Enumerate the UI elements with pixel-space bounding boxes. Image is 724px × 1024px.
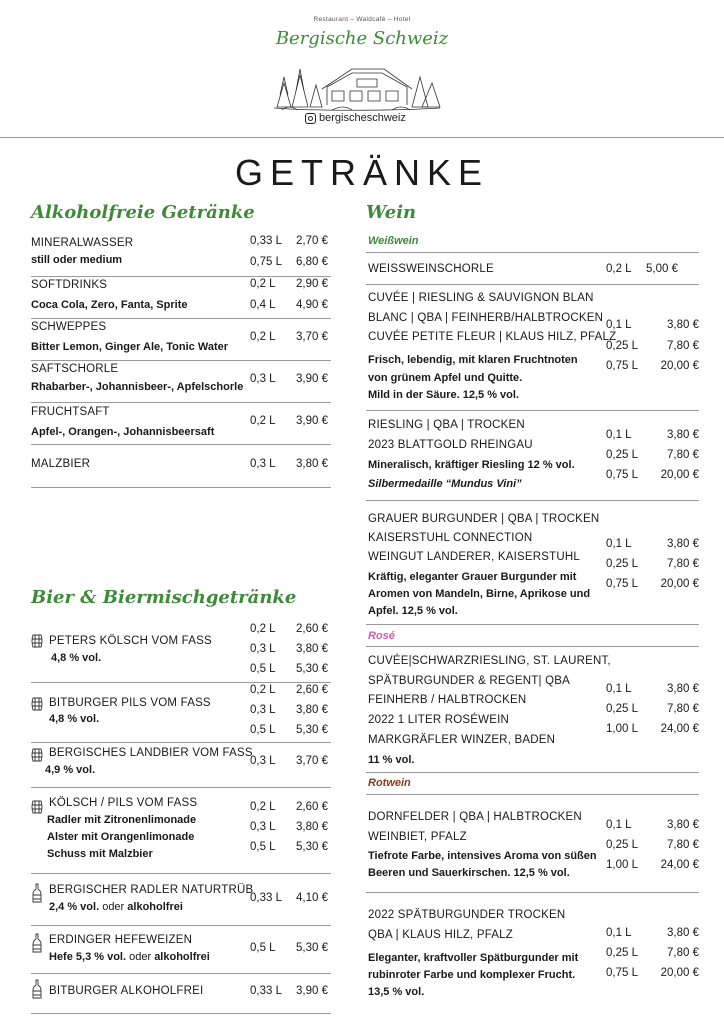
item-name: 2022 1 LITER ROSÉWEIN xyxy=(368,714,509,726)
item-name: BITBURGER ALKOHOLFREI xyxy=(49,985,204,997)
item-volume: 0,3 L xyxy=(250,755,276,767)
item-volume: 0,25 L xyxy=(606,558,638,570)
item-price: 20,00 € xyxy=(660,967,699,979)
item-name: CUVÉE | RIESLING & SAUVIGNON BLAN xyxy=(368,292,594,304)
item-desc: rubinroter Farbe und komplexer Frucht. xyxy=(368,969,576,981)
item-volume: 0,25 L xyxy=(606,449,638,461)
item-volume: 0,3 L xyxy=(250,373,276,385)
item-price: 2,60 € xyxy=(296,684,328,696)
item-name: FEINHERB / HALBTROCKEN xyxy=(368,694,527,706)
list-item xyxy=(31,787,331,874)
list-item xyxy=(31,925,331,974)
item-volume: 0,4 L xyxy=(250,299,276,311)
item-name: SAFTSCHORLE xyxy=(31,363,119,375)
item-price: 3,90 € xyxy=(296,415,328,427)
list-item xyxy=(366,252,699,285)
item-price: 3,80 € xyxy=(296,821,328,833)
item-price: 3,80 € xyxy=(667,538,699,550)
item-desc: Coca Cola, Zero, Fanta, Sprite xyxy=(31,299,188,311)
item-desc: Rhabarber-, Johannisbeer-, Apfelschorle xyxy=(31,381,244,393)
list-item xyxy=(366,410,699,501)
item-volume: 0,2 L xyxy=(250,623,276,635)
item-price: 3,90 € xyxy=(296,373,328,385)
item-name: KAISERSTUHL CONNECTION xyxy=(368,532,533,544)
list-item xyxy=(31,402,331,445)
item-name: ERDINGER HEFEWEIZEN xyxy=(49,934,193,946)
item-name: BLANC | QBA | FEINHERB/HALBTROCKEN xyxy=(368,312,604,324)
barrel-icon xyxy=(31,697,43,711)
item-desc: Apfel-, Orangen-, Johannisbeersaft xyxy=(31,426,215,438)
item-volume: 0,1 L xyxy=(606,538,632,550)
item-volume: 0,3 L xyxy=(250,643,276,655)
item-volume: 0,2 L xyxy=(250,278,276,290)
item-name: BITBURGER PILS VOM FASS xyxy=(49,697,211,709)
item-volume: 0,75 L xyxy=(606,967,638,979)
item-price: 6,80 € xyxy=(296,256,328,268)
item-volume: 0,3 L xyxy=(250,821,276,833)
item-desc: Tiefrote Farbe, intensives Aroma von süßen xyxy=(368,850,597,862)
item-name: CUVÉE PETITE FLEUR | KLAUS HILZ, PFALZ xyxy=(368,331,617,343)
item-price: 3,80 € xyxy=(667,429,699,441)
item-name: SPÄTBURGUNDER & REGENT| QBA xyxy=(368,675,571,687)
item-volume: 0,2 L xyxy=(250,801,276,813)
item-volume: 0,1 L xyxy=(606,819,632,831)
item-desc: Frisch, lebendig, mit klaren Fruchtnoten xyxy=(368,354,578,366)
item-price: 2,90 € xyxy=(296,278,328,290)
item-volume: 0,1 L xyxy=(606,319,632,331)
item-price: 3,80 € xyxy=(667,927,699,939)
item-volume: 0,33 L xyxy=(250,985,282,997)
item-volume: 0,2 L xyxy=(250,684,276,696)
item-price: 2,60 € xyxy=(296,623,328,635)
item-name: CUVÉE|SCHWARZRIESLING, ST. LAURENT, xyxy=(368,655,611,667)
item-name: GRAUER BURGUNDER | QBA | TROCKEN xyxy=(368,513,600,525)
item-desc: Eleganter, kraftvoller Spätburgunder mit xyxy=(368,952,579,964)
list-item xyxy=(31,232,331,277)
item-desc-or: oder xyxy=(99,901,128,913)
item-price: 20,00 € xyxy=(660,578,699,590)
item-volume: 0,75 L xyxy=(606,578,638,590)
item-desc: Alster mit Orangenlimonade xyxy=(47,831,195,843)
item-name: MARKGRÄFLER WINZER, BADEN xyxy=(368,734,556,746)
list-item xyxy=(366,900,699,1010)
item-price: 20,00 € xyxy=(660,469,699,481)
item-price: 3,90 € xyxy=(296,985,328,997)
item-price: 7,80 € xyxy=(667,839,699,851)
item-price: 2,70 € xyxy=(296,235,328,247)
item-volume: 0,3 L xyxy=(250,458,276,470)
item-desc-alkoholfrei: alkoholfrei xyxy=(154,951,210,963)
brand-logo-text: Bergische Schweiz xyxy=(275,28,449,49)
list-item xyxy=(31,873,331,926)
item-price: 20,00 € xyxy=(660,360,699,372)
item-name: SOFTDRINKS xyxy=(31,279,108,291)
item-desc xyxy=(49,951,210,963)
item-volume: 0,75 L xyxy=(250,256,282,268)
item-price: 5,30 € xyxy=(296,841,328,853)
item-name: MINERALWASSER xyxy=(31,237,134,249)
item-price: 7,80 € xyxy=(667,340,699,352)
item-price: 3,80 € xyxy=(667,683,699,695)
house-illustration xyxy=(272,55,442,113)
item-name: QBA | KLAUS HILZ, PFALZ xyxy=(368,929,513,941)
item-desc: Bitter Lemon, Ginger Ale, Tonic Water xyxy=(31,341,229,353)
item-price: 24,00 € xyxy=(660,859,699,871)
item-desc: Apfel. 12,5 % vol. xyxy=(368,605,458,617)
item-volume: 0,2 L xyxy=(606,263,632,275)
item-name: 2022 SPÄTBURGUNDER TROCKEN xyxy=(368,909,566,921)
item-volume: 0,25 L xyxy=(606,947,638,959)
item-desc: Mineralisch, kräftiger Riesling 12 % vol. xyxy=(368,459,575,471)
item-name: BERGISCHES LANDBIER VOM FASS xyxy=(49,747,253,759)
list-item xyxy=(31,620,331,683)
item-price: 3,80 € xyxy=(296,704,328,716)
bottle-icon xyxy=(32,979,42,999)
item-price: 5,30 € xyxy=(296,724,328,736)
item-volume: 0,33 L xyxy=(250,892,282,904)
item-volume: 0,2 L xyxy=(250,415,276,427)
list-item xyxy=(366,284,699,411)
list-item xyxy=(31,973,331,1014)
item-name: BERGISCHER RADLER NATURTRÜB xyxy=(49,884,254,896)
subsection-label: Rosé xyxy=(368,630,395,642)
item-desc: 11 % vol. xyxy=(368,754,415,766)
item-name: WEINGUT LANDERER, KAISERSTUHL xyxy=(368,551,580,563)
item-volume: 0,75 L xyxy=(606,360,638,372)
item-price: 4,90 € xyxy=(296,299,328,311)
item-name: 2023 BLATTGOLD RHEINGAU xyxy=(368,439,533,451)
item-desc: 13,5 % vol. xyxy=(368,986,425,998)
item-volume: 0,1 L xyxy=(606,683,632,695)
item-volume: 0,1 L xyxy=(606,927,632,939)
item-volume: 0,25 L xyxy=(606,703,638,715)
item-volume: 0,5 L xyxy=(250,942,276,954)
item-volume: 0,33 L xyxy=(250,235,282,247)
item-price: 3,70 € xyxy=(296,755,328,767)
item-volume: 1,00 L xyxy=(606,723,638,735)
item-price: 24,00 € xyxy=(660,723,699,735)
barrel-icon xyxy=(31,748,43,762)
list-item xyxy=(31,276,331,319)
item-price: 7,80 € xyxy=(667,449,699,461)
subsection-rotwein xyxy=(366,772,699,795)
item-volume: 0,25 L xyxy=(606,340,638,352)
page-title: GETRÄNKE xyxy=(234,152,490,193)
item-volume: 0,1 L xyxy=(606,429,632,441)
item-desc: 4,8 % vol. xyxy=(49,713,100,725)
item-price: 7,80 € xyxy=(667,703,699,715)
list-item xyxy=(366,646,699,773)
item-desc: Schuss mit Malzbier xyxy=(47,848,153,860)
item-price: 2,60 € xyxy=(296,801,328,813)
section-title-alkoholfrei: Alkoholfreie Getränke xyxy=(31,202,255,223)
item-volume: 1,00 L xyxy=(606,859,638,871)
item-desc: Mild in der Säure. 12,5 % vol. xyxy=(368,389,519,401)
item-desc: still oder medium xyxy=(31,254,123,266)
item-desc: Radler mit Zitronenlimonade xyxy=(47,814,197,826)
subsection-rose xyxy=(366,624,699,647)
header-subtitle: Restaurant – Waldcafé – Hotel xyxy=(313,16,411,23)
item-desc-alcohol: Hefe 5,3 % vol. xyxy=(49,951,127,963)
item-price: 3,70 € xyxy=(296,331,328,343)
item-price: 5,30 € xyxy=(296,942,328,954)
item-price: 7,80 € xyxy=(667,558,699,570)
item-desc-alkoholfrei: alkoholfrei xyxy=(127,901,183,913)
instagram-text: bergischeschweiz xyxy=(319,112,406,124)
item-name: MALZBIER xyxy=(31,458,91,470)
item-price: 3,80 € xyxy=(296,458,328,470)
bottle-icon xyxy=(32,883,42,903)
item-desc: von grünem Apfel und Quitte. xyxy=(368,372,523,384)
item-name: WEISSWEINSCHORLE xyxy=(368,263,494,275)
subsection-label: Rotwein xyxy=(368,777,411,789)
header-divider xyxy=(0,137,724,138)
list-item xyxy=(366,794,699,893)
item-desc-or: oder xyxy=(126,951,155,963)
item-name: SCHWEPPES xyxy=(31,321,107,333)
item-volume: 0,25 L xyxy=(606,839,638,851)
item-desc: Silbermedaille “Mundus Vini” xyxy=(368,478,522,490)
item-name: KÖLSCH / PILS VOM FASS xyxy=(49,797,198,809)
item-desc xyxy=(49,901,183,913)
item-price: 4,10 € xyxy=(296,892,328,904)
item-price: 3,80 € xyxy=(296,643,328,655)
item-volume: 0,3 L xyxy=(250,704,276,716)
item-volume: 0,75 L xyxy=(606,469,638,481)
item-volume: 0,5 L xyxy=(250,724,276,736)
list-item xyxy=(366,508,699,625)
item-price: 5,30 € xyxy=(296,663,328,675)
item-name: WEINBIET, PFALZ xyxy=(368,831,467,843)
item-desc-alcohol: 2,4 % vol. xyxy=(49,901,100,913)
item-price: 5,00 € xyxy=(646,263,678,275)
list-item xyxy=(31,318,331,361)
item-name: DORNFELDER | QBA | HALBTROCKEN xyxy=(368,811,582,823)
item-desc: Aromen von Mandeln, Birne, Aprikose und xyxy=(368,588,591,600)
item-name: RIESLING | QBA | TROCKEN xyxy=(368,419,525,431)
item-price: 3,80 € xyxy=(667,819,699,831)
item-volume: 0,2 L xyxy=(250,331,276,343)
item-price: 3,80 € xyxy=(667,319,699,331)
list-item xyxy=(31,360,331,403)
item-desc: Kräftig, eleganter Grauer Burgunder mit xyxy=(368,571,577,583)
instagram-icon xyxy=(305,113,316,124)
list-item xyxy=(31,444,331,488)
barrel-icon xyxy=(31,800,43,814)
bottle-icon xyxy=(32,933,42,953)
item-volume: 0,5 L xyxy=(250,663,276,675)
list-item xyxy=(31,742,331,788)
item-name: FRUCHTSAFT xyxy=(31,406,110,418)
section-title-wein: Wein xyxy=(366,202,417,223)
section-title-bier: Bier & Biermischgetränke xyxy=(31,587,297,608)
subsection-label: Weißwein xyxy=(368,235,419,247)
instagram-handle[interactable] xyxy=(305,112,406,124)
list-item xyxy=(31,682,331,743)
item-desc: Beeren und Sauerkirschen. 12,5 % vol. xyxy=(368,867,570,879)
item-price: 7,80 € xyxy=(667,947,699,959)
item-volume: 0,5 L xyxy=(250,841,276,853)
item-desc: 4,9 % vol. xyxy=(45,764,96,776)
subsection-weisswein xyxy=(366,232,699,253)
item-name: PETERS KÖLSCH VOM FASS xyxy=(49,635,212,647)
item-desc: 4,8 % vol. xyxy=(51,652,102,664)
barrel-icon xyxy=(31,634,43,648)
